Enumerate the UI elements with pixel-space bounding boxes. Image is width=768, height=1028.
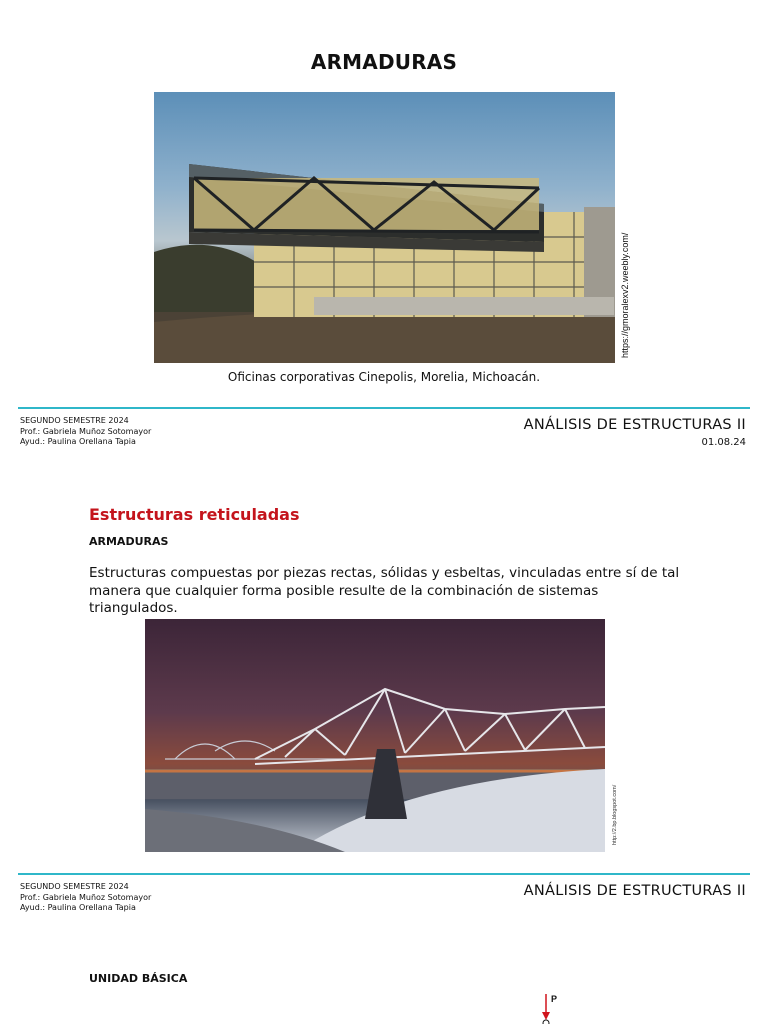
footer-course: ANÁLISIS DE ESTRUCTURAS II <box>523 417 746 433</box>
page-title: ARMADURAS <box>310 50 458 74</box>
photo-credit-vertical <box>618 92 632 363</box>
footer-professor: Prof.: Gabriela Muñoz Sotomayor <box>20 892 152 902</box>
footer-rule <box>18 873 750 875</box>
bridge-illustration <box>145 619 605 852</box>
photo-credit-vertical <box>607 770 621 848</box>
unit-title: UNIDAD BÁSICA <box>89 972 188 985</box>
building-photo <box>154 92 615 363</box>
bridge-photo <box>145 619 605 852</box>
photo-credit-text: https://gmoralexv2.weebly.com/ <box>620 232 630 358</box>
footer-semester: SEGUNDO SEMESTRE 2024 <box>20 882 129 891</box>
footer-rule <box>18 407 750 409</box>
footer-semester: SEGUNDO SEMESTRE 2024 <box>20 416 129 425</box>
load-arrow-head <box>542 1012 550 1020</box>
definition-paragraph: Estructuras compuestas por piezas rectas, sólidas y esbeltas, vinculadas entre sí de tal manera que cualquier forma posible resulte de la combinación de sistemas triangulados. <box>89 565 680 616</box>
section-subtitle: ARMADURAS <box>89 535 169 548</box>
footer-course: ANÁLISIS DE ESTRUCTURAS II <box>523 883 746 899</box>
load-label: P <box>551 994 558 1004</box>
photo-credit-text: http://2.bp.blogspot.com/ <box>612 784 618 845</box>
node-circle <box>543 1020 549 1024</box>
section-title: Estructuras reticuladas <box>89 505 300 524</box>
footer-assistant: Ayud.: Paulina Orellana Tapia <box>20 437 136 446</box>
building-illustration <box>154 92 615 363</box>
photo-caption: Oficinas corporativas Cinepolis, Morelia, Michoacán. <box>227 370 541 384</box>
footer-date: 01.08.24 <box>701 437 746 448</box>
load-diagram <box>530 990 570 1024</box>
footer-professor: Prof.: Gabriela Muñoz Sotomayor <box>20 426 152 436</box>
footer-assistant: Ayud.: Paulina Orellana Tapia <box>20 903 136 912</box>
footer-info <box>20 416 151 448</box>
footer-info <box>20 882 151 914</box>
